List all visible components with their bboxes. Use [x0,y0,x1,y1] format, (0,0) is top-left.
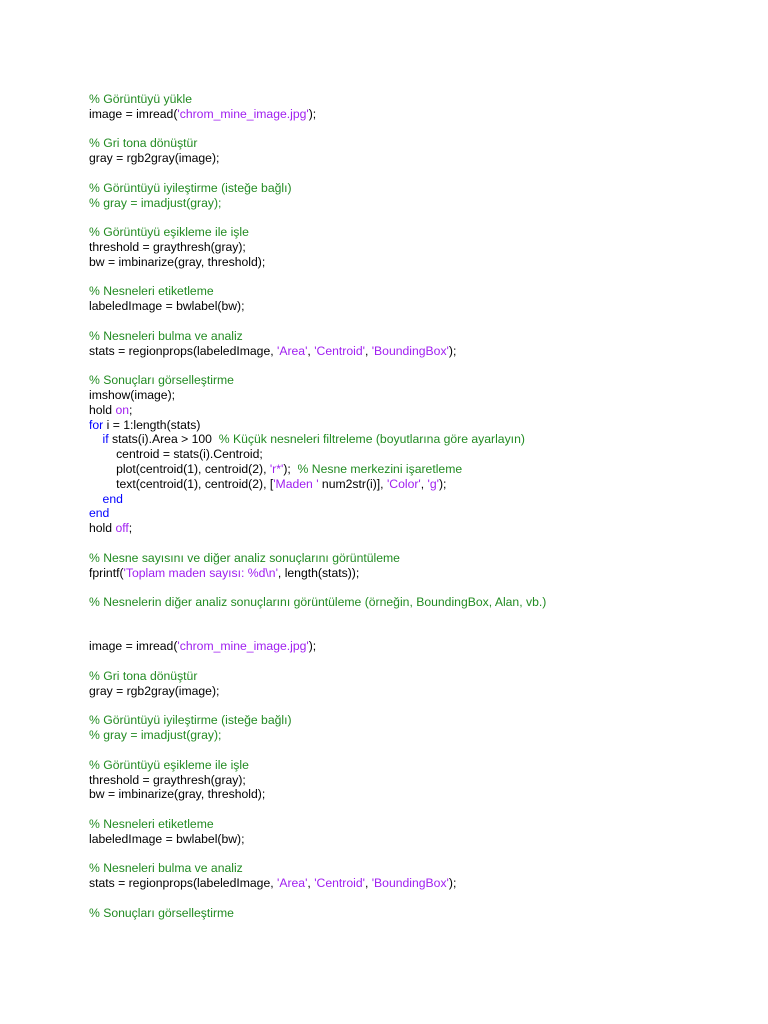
code-line [89,418,759,433]
code-string: 'BoundingBox' [371,343,449,358]
blank-line [89,610,759,625]
code-listing [89,92,759,921]
code-line [89,669,759,684]
code-keyword: end [89,506,110,521]
code-keyword: end [102,491,123,506]
code-string: 'Toplam maden sayısı: %d\n' [123,565,278,580]
code-text: hold [89,521,116,536]
code-text: hold [89,402,116,417]
code-text [89,432,103,446]
code-text: fprintf( [89,565,124,580]
code-line [89,773,759,788]
code-line [89,566,759,581]
blank-line [89,802,759,817]
code-line [89,832,759,847]
blank-line [89,580,759,595]
code-text: num2str(i)], [318,476,387,491]
code-text: labeledImage = bwlabel(bw); [89,299,245,314]
blank-line [89,847,759,862]
code-line [89,787,759,802]
code-text: ); [448,876,457,891]
code-comment: % Sonuçları görselleştirme [89,373,234,388]
code-text: , [307,876,315,891]
code-string: 'Color' [386,476,421,491]
code-line [89,344,759,359]
code-line [89,432,759,447]
code-text [89,492,103,506]
code-line [89,136,759,151]
code-keyword: for [89,417,104,432]
blank-line [89,891,759,906]
code-line [89,728,759,743]
code-line [89,477,759,492]
code-text: , [420,476,428,491]
code-string: 'BoundingBox' [371,876,449,891]
code-comment: % Nesnelerin diğer analiz sonuçlarını görüntüleme (örneğin, BoundingBox, Alan, vb.) [89,595,547,610]
blank-line [89,743,759,758]
code-line [89,92,759,107]
code-comment: % Sonuçları görselleştirme [89,905,234,920]
code-comment: % Görüntüyü iyileştirme (isteğe bağlı) [89,713,292,728]
code-comment: % gray = imadjust(gray); [89,728,222,743]
code-line [89,551,759,566]
blank-line [89,122,759,137]
code-text: bw = imbinarize(gray, threshold); [89,254,266,269]
code-line [89,639,759,654]
code-string: 'Centroid' [314,876,365,891]
code-line [89,758,759,773]
code-comment: % Küçük nesneleri filtreleme (boyutlarına göre ayarlayın) [218,432,525,447]
code-text: stats = regionprops(labeledImage, [89,343,278,358]
code-string: on [115,402,129,417]
code-comment: % Görüntüyü eşikleme ile işle [89,757,249,772]
blank-line [89,699,759,714]
code-line [89,506,759,521]
code-line [89,107,759,122]
code-line [89,181,759,196]
code-string: 'g' [427,476,439,491]
code-text: gray = rgb2gray(image); [89,683,220,698]
blank-line [89,270,759,285]
code-line [89,299,759,314]
code-string: 'chrom_mine_image.jpg' [177,106,309,121]
code-line [89,521,759,536]
code-comment: % Nesneleri etiketleme [89,817,214,832]
code-line [89,462,759,477]
code-line [89,329,759,344]
code-text: image = imread( [89,639,178,654]
code-line [89,447,759,462]
code-line [89,225,759,240]
blank-line [89,625,759,640]
code-comment: % Görüntüyü yükle [89,92,192,106]
code-line [89,403,759,418]
code-text: ); [283,461,298,476]
code-comment: % Nesneleri bulma ve analiz [89,328,243,343]
code-line [89,876,759,891]
code-text: gray = rgb2gray(image); [89,151,220,166]
blank-line [89,314,759,329]
code-comment: % Görüntüyü eşikleme ile işle [89,225,249,240]
code-keyword: if [102,432,109,447]
code-text: , [364,876,372,891]
code-text: stats = regionprops(labeledImage, [89,876,278,891]
code-text: ; [129,402,133,417]
code-comment: % Nesne merkezini işaretleme [297,461,463,476]
code-line [89,255,759,270]
code-comment: % Nesneleri bulma ve analiz [89,861,243,876]
code-text: bw = imbinarize(gray, threshold); [89,787,266,802]
code-string: off [115,521,129,536]
code-comment: % Gri tona dönüştür [89,669,198,684]
code-text: threshold = graythresh(gray); [89,239,246,254]
code-text: imshow(image); [89,387,176,402]
code-comment: % Nesne sayısını ve diğer analiz sonuçlarını görüntüleme [89,550,400,565]
code-comment: % Gri tona dönüştür [89,136,198,151]
code-text: text(centroid(1), centroid(2), [ [89,476,274,491]
code-line [89,713,759,728]
blank-line [89,358,759,373]
code-comment: % Görüntüyü iyileştirme (isteğe bağlı) [89,180,292,195]
code-string: 'Centroid' [314,343,365,358]
code-comment: % gray = imadjust(gray); [89,195,222,210]
blank-line [89,536,759,551]
code-text: ); [308,106,317,121]
code-string: 'Area' [277,343,308,358]
code-text: ; [128,521,133,536]
code-comment: % Nesneleri etiketleme [89,284,214,299]
code-text: labeledImage = bwlabel(bw); [89,831,245,846]
code-string: 'chrom_mine_image.jpg' [177,639,309,654]
code-line [89,906,759,921]
code-line [89,196,759,211]
code-line [89,595,759,610]
code-line [89,684,759,699]
code-line [89,817,759,832]
blank-line [89,166,759,181]
code-text: plot(centroid(1), centroid(2), [89,461,270,476]
code-line [89,388,759,403]
code-line [89,240,759,255]
code-text: ); [448,343,457,358]
code-text: image = imread( [89,106,178,121]
code-text: , length(stats)); [277,565,360,580]
code-line [89,284,759,299]
code-text: , [307,343,315,358]
code-text: centroid = stats(i).Centroid; [89,447,263,462]
code-line [89,861,759,876]
code-line [89,492,759,507]
code-text: threshold = graythresh(gray); [89,772,246,787]
code-string: 'r*' [269,461,284,476]
code-text: , [364,343,372,358]
code-text: i = 1:length(stats) [103,417,201,432]
code-string: 'Maden ' [273,476,319,491]
blank-line [89,210,759,225]
code-text: stats(i).Area > 100 [108,432,219,447]
code-string: 'Area' [277,876,308,891]
code-line [89,373,759,388]
blank-line [89,654,759,669]
code-line [89,151,759,166]
code-text: ); [308,639,317,654]
code-text: ); [438,476,447,491]
